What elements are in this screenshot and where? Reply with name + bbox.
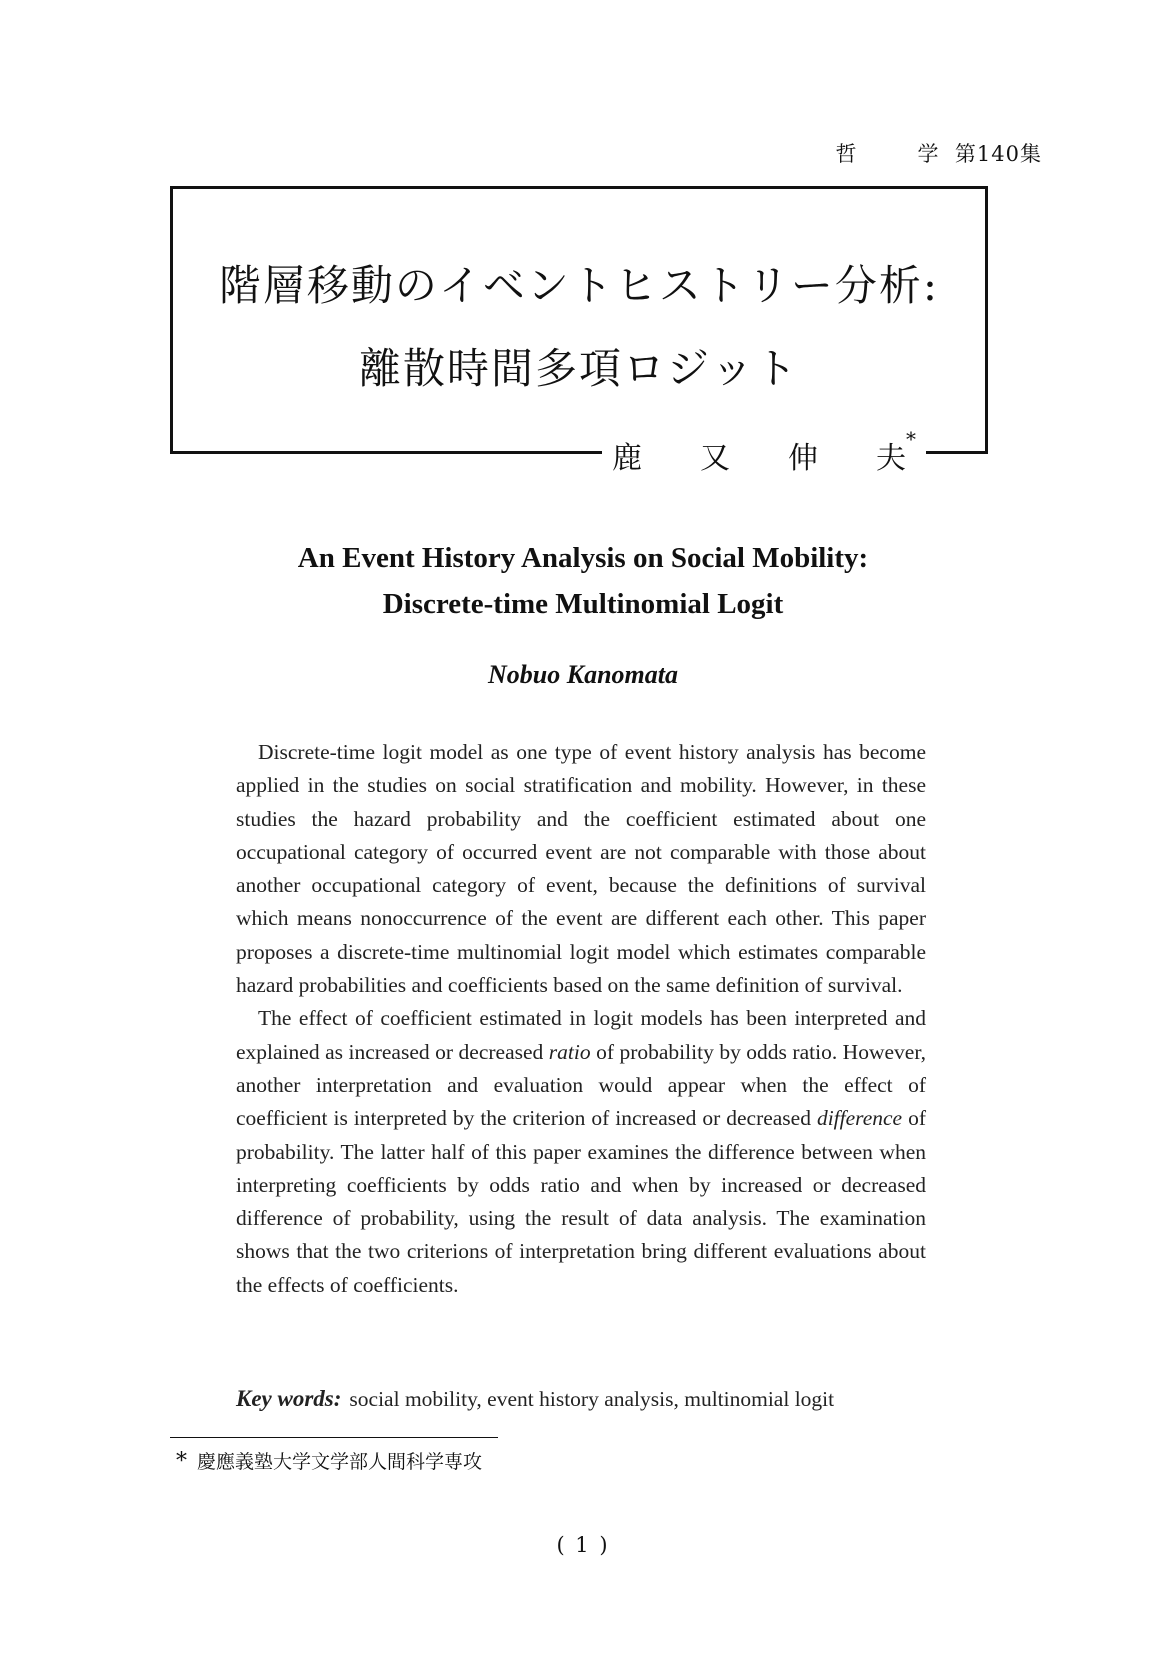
keywords bbox=[236, 1386, 926, 1412]
title-box bbox=[170, 186, 988, 451]
author-jp-char: 伸 bbox=[788, 441, 818, 476]
abstract-p2-difference: difference bbox=[816, 1106, 903, 1131]
journal-issue: 第140集 bbox=[954, 142, 1042, 166]
abstract-paragraph-1: Discrete-time logit model as one type of event history analysis has become applied in the studies on social stratification and mobility. However, in these studies the hazard probability and the coefficient estimated about one occupational category of occurred event are not comparable with those about another occupational category of event, because the definitions of survival which means nonoccurrence of the event are different each other. This paper proposes a discrete-time multinomial logit model which estimates comparable hazard probabilities and coefficients based on the same definition of survival. bbox=[236, 740, 926, 998]
abstract bbox=[236, 736, 926, 1302]
journal-header bbox=[836, 138, 1042, 168]
title-en-line2: Discrete-time Multinomial Logit bbox=[382, 588, 784, 620]
author-footnote-mark: * bbox=[906, 427, 916, 451]
footnote-rule bbox=[170, 1437, 498, 1438]
abstract-paragraph-2 bbox=[236, 1002, 926, 1302]
footnote-text: 慶應義塾大学文学部人間科学専攻 bbox=[197, 1451, 483, 1473]
keywords-label: Key words: bbox=[236, 1386, 342, 1411]
abstract-p2-text: of probability. The latter half of this paper examines the difference between when interpreting coefficients by odds ratio and when by increased or decreased difference of probability, using the result of data analysis. The examination shows that the two criterions of interpretation bring different evaluations about the effects of coefficients. bbox=[236, 1106, 926, 1297]
title-jp-line2: 離散時間多項ロジット bbox=[358, 344, 799, 393]
footnote-mark: * bbox=[176, 1449, 187, 1474]
journal-name-part1: 哲 bbox=[835, 142, 858, 166]
title-box-bottom-rule-right bbox=[926, 451, 988, 454]
keywords-text: social mobility, event history analysis, multinomial logit bbox=[349, 1387, 835, 1411]
journal-name-part2: 学 bbox=[917, 142, 940, 166]
author-jp-char: 夫 bbox=[876, 441, 906, 476]
abstract-p2-text: The effect of coefficient estimated in logit models has been interpreted and explained as increased or decreased bbox=[236, 1006, 926, 1064]
title-jp-line1: 階層移動のイベントヒストリー分析: bbox=[218, 261, 940, 310]
author-jp bbox=[612, 427, 916, 477]
abstract-p2-text: of probability by odds ratio. However, another interpretation and evaluation would appear when the effect of coefficient is interpreted by the criterion of increased or decreased bbox=[236, 1039, 926, 1131]
author-en: Nobuo Kanomata bbox=[488, 660, 678, 689]
page-number: ( 1 ) bbox=[556, 1533, 610, 1557]
abstract-p2-ratio: ratio bbox=[548, 1039, 591, 1064]
title-en-line1: An Event History Analysis on Social Mobility: bbox=[297, 542, 869, 574]
title-box-bottom-rule-left bbox=[170, 451, 602, 454]
footnote bbox=[176, 1447, 482, 1474]
author-jp-char: 鹿 bbox=[612, 441, 642, 476]
author-jp-char: 又 bbox=[700, 441, 730, 476]
